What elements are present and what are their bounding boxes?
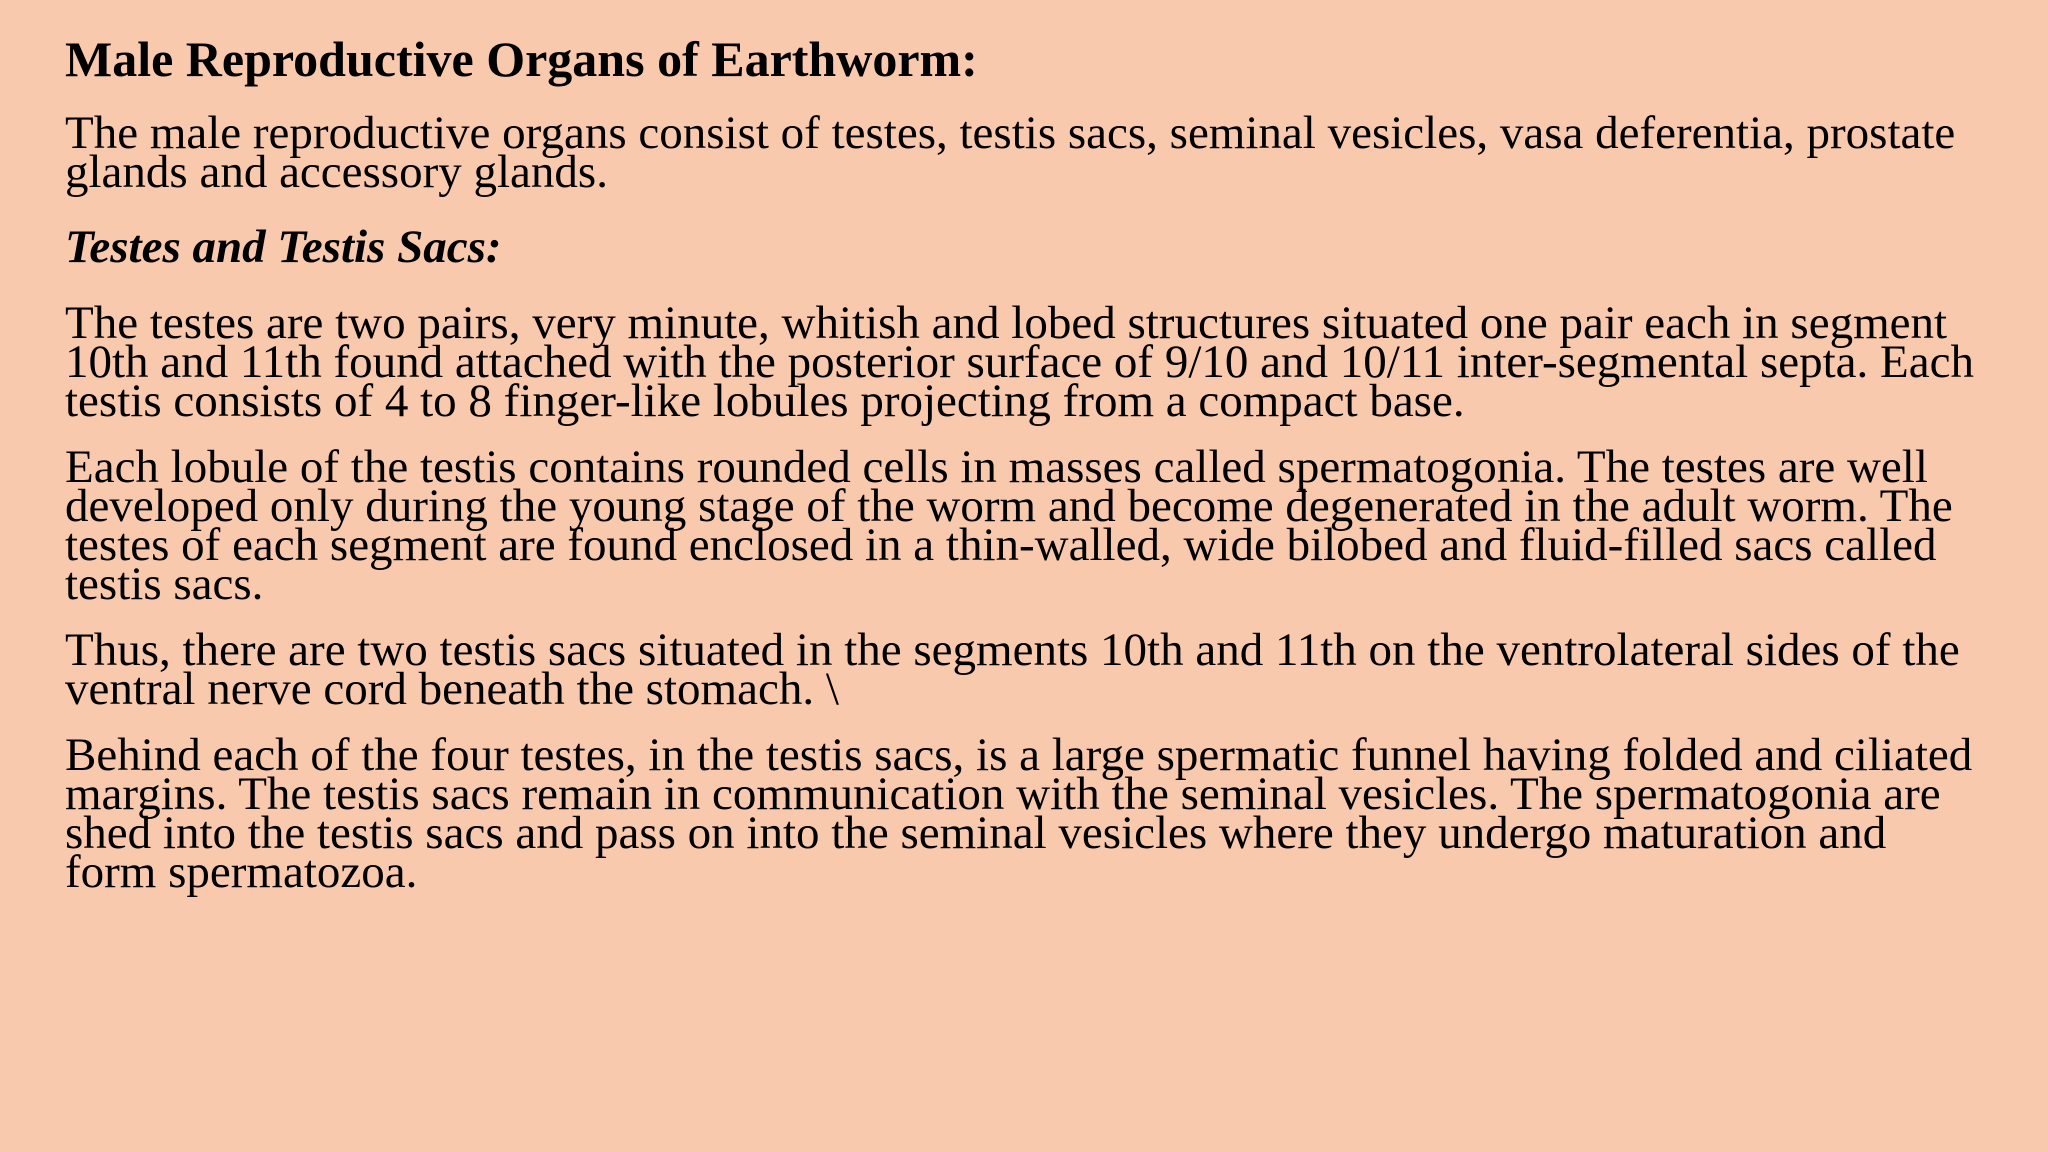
paragraph-testis-sacs: Thus, there are two testis sacs situated in the segments 10th and 11th on the ventrolateral sides of the ventral nerve cord beneath the stomach. \ bbox=[65, 624, 1960, 715]
paragraph-lobule: Each lobule of the testis contains rounded cells in masses called spermatogonia. The testes are well developed only during the young stage of the worm and become degenerated in the adult worm. The testes of each segment are found enclosed in a thin-walled, wide bilobed and fluid-filled sacs called testis sacs. bbox=[65, 441, 1953, 610]
intro-paragraph: The male reproductive organs consist of testes, testis sacs, seminal vesicles, vasa deferentia, prostate glands and accessory glands. bbox=[65, 107, 1956, 198]
paragraph-testes: The testes are two pairs, very minute, whitish and lobed structures situated one pair each in segment 10th and 11th found attached with the posterior surface of 9/10 and 10/11 inter-segmental septa. Each testis consists of 4 to 8 finger-like lobules projecting from a compact base. bbox=[65, 297, 1974, 427]
slide-title: Male Reproductive Organs of Earthworm: bbox=[65, 31, 978, 87]
section-subtitle: Testes and Testis Sacs: bbox=[65, 221, 502, 273]
paragraph-spermatic-funnel: Behind each of the four testes, in the testis sacs, is a large spermatic funnel having folded and ciliated margins. The testis sacs remain in communication with the seminal vesicles. The spermatogonia are shed into the testis sacs and pass on into the seminal vesicles where they undergo maturation and form spermatozoa. bbox=[65, 729, 1973, 898]
